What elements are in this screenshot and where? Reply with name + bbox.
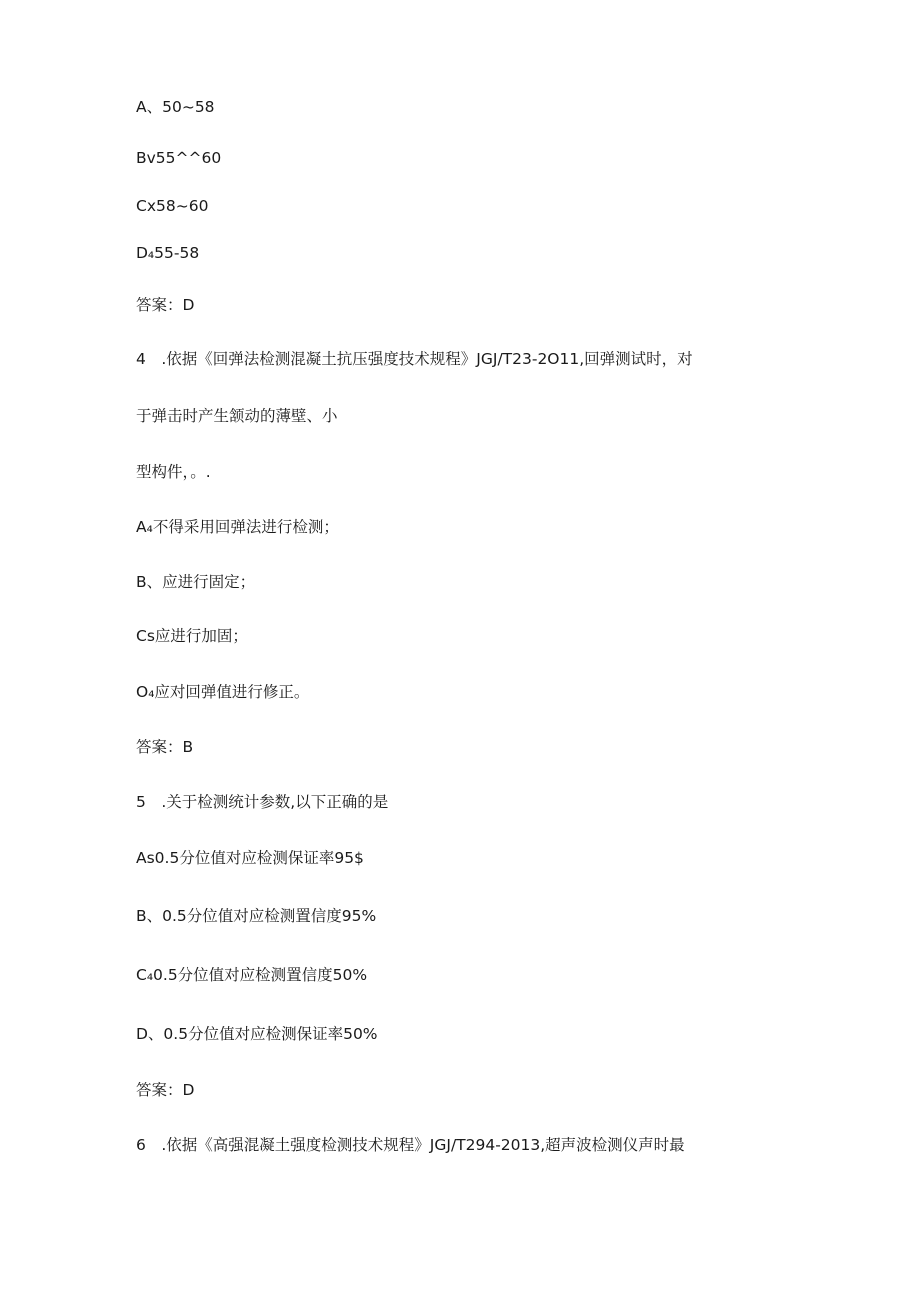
question-4-line-1: 4 .依据《回弹法检测混凝土抗压强度技术规程》JGJ/T23-2O11,回弹测试时，对: [136, 350, 693, 368]
question-4-line-2: 于弹击时产生颔动的薄壁、小: [136, 407, 338, 425]
option-a-line: A、50~58: [136, 98, 215, 116]
option-b-line: Bv55^^60: [136, 149, 222, 167]
question-6-line: 6 .依据《高强混凝土强度检测技术规程》JGJ/T294-2013,超声波检测仪声时最: [136, 1136, 685, 1154]
option-d-line: O₄应对回弹值进行修正。: [136, 683, 310, 701]
option-d-line: D、0.5分位值对应检测保证率50%: [136, 1025, 378, 1043]
option-d-line: D₄55-58: [136, 244, 200, 262]
answer-line: 答案：D: [136, 1081, 195, 1099]
question-5-line: 5 .关于检测统计参数,以下正确的是: [136, 793, 389, 811]
option-a-line: As0.5分位值对应检测保证率95$: [136, 849, 364, 867]
option-c-line: Cs应进行加固；: [136, 627, 248, 645]
option-c-line: Cx58~60: [136, 197, 209, 215]
option-a-line: A₄不得采用回弹法进行检测；: [136, 518, 339, 536]
question-4-line-3: 型构件，。.: [136, 463, 211, 481]
option-c-line: C₄0.5分位值对应检测置信度50%: [136, 966, 368, 984]
option-b-line: B、应进行固定；: [136, 573, 256, 591]
option-b-line: B、0.5分位值对应检测置信度95%: [136, 907, 377, 925]
answer-line: 答案：B: [136, 738, 194, 756]
answer-line: 答案：D: [136, 296, 195, 314]
